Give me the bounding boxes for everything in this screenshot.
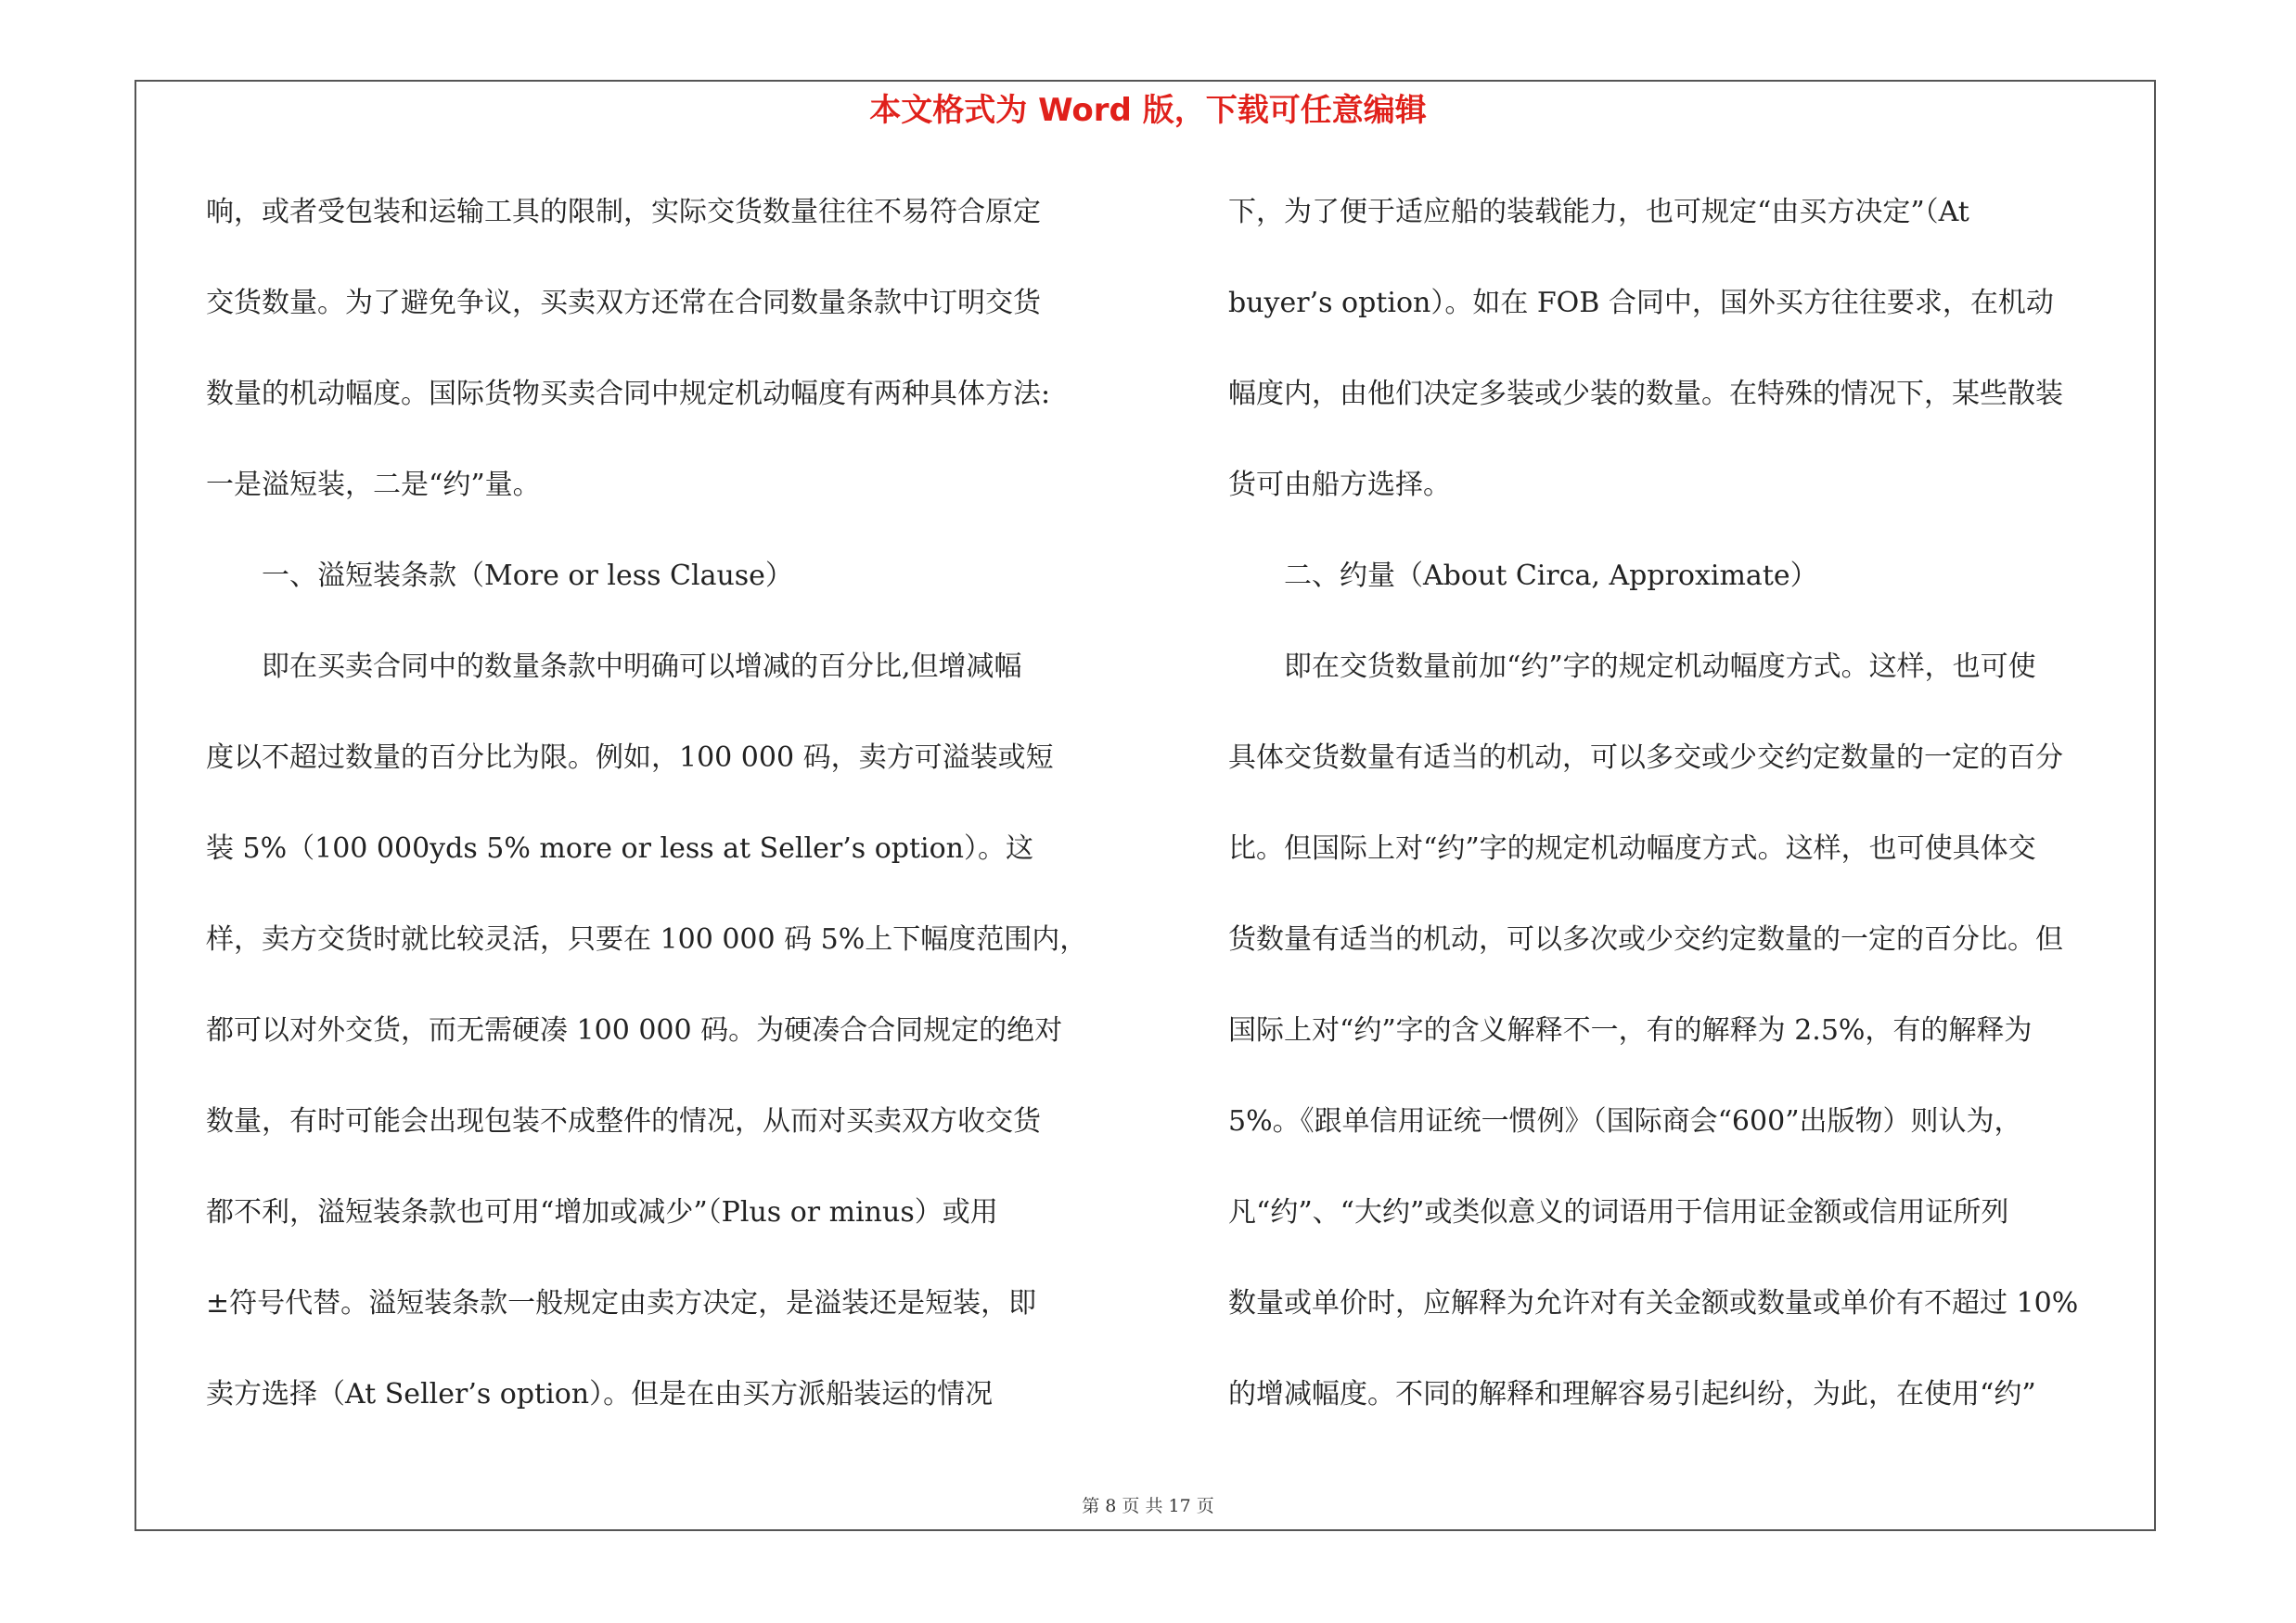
- right-column-line: buyer’s option）。如在 FOB 合同中，国外买方往往要求，在机动: [1228, 287, 2054, 319]
- left-column-line: 一是溢短装，二是“约”量。: [206, 469, 541, 501]
- right-column-line: 幅度内，由他们决定多装或少装的数量。在特殊的情况下，某些散装: [1228, 378, 2063, 410]
- right-column-line: 凡“约”、“大约”或类似意义的词语用于信用证金额或信用证所列: [1228, 1196, 2009, 1229]
- left-column-line: 装 5%（100 000yds 5% more or less at Seller’s option）。这: [206, 832, 1033, 865]
- right-column-line: 即在交货数量前加“约”字的规定机动幅度方式。这样，也可使: [1228, 650, 2036, 683]
- left-column-line: 即在买卖合同中的数量条款中明确可以增减的百分比,但增减幅: [206, 650, 1022, 683]
- right-column-line: 货可由船方选择。: [1228, 469, 1451, 501]
- right-column-line: 5%。《跟单信用证统一惯例》（国际商会“600”出版物）则认为，: [1228, 1105, 2022, 1138]
- left-column-line: 都不利，溢短装条款也可用“增加或减少”（Plus or minus）或用: [206, 1196, 998, 1229]
- right-column-line: 数量或单价时，应解释为允许对有关金额或数量或单价有不超过 10%: [1228, 1287, 2079, 1320]
- left-column-line: 响，或者受包装和运输工具的限制，实际交货数量往往不易符合原定: [206, 196, 1041, 228]
- left-column-line: 数量，有时可能会出现包装不成整件的情况，从而对买卖双方收交货: [206, 1105, 1041, 1138]
- left-column-line: 都可以对外交货，而无需硬凑 100 000 码。为硬凑合合同规定的绝对: [206, 1014, 1063, 1047]
- right-column-line: 具体交货数量有适当的机动，可以多交或少交约定数量的一定的百分: [1228, 741, 2063, 774]
- right-column-line: 货数量有适当的机动，可以多次或少交约定数量的一定的百分比。但: [1228, 923, 2063, 956]
- left-column-line: ±符号代替。溢短装条款一般规定由卖方决定，是溢装还是短装，即: [206, 1287, 1037, 1320]
- left-column-line: 数量的机动幅度。国际货物买卖合同中规定机动幅度有两种具体方法:: [206, 378, 1051, 410]
- right-column-line: 下，为了便于适应船的装载能力，也可规定“由买方决定”（At: [1228, 196, 1969, 228]
- right-column-line: 二、约量（About Circa, Approximate）: [1228, 560, 1818, 592]
- left-column-line: 样，卖方交货时就比较灵活，只要在 100 000 码 5%上下幅度范围内，: [206, 923, 1088, 956]
- left-column-line: 卖方选择（At Seller’s option）。但是在由买方派船装运的情况: [206, 1378, 994, 1410]
- word-format-banner: 本文格式为 Word 版，下载可任意编辑: [869, 92, 1427, 129]
- left-column-line: 交货数量。为了避免争议，买卖双方还常在合同数量条款中订明交货: [206, 287, 1041, 319]
- left-column: [206, 185, 1166, 1458]
- page-number-footer: 第 8 页 共 17 页: [1082, 1496, 1214, 1516]
- right-column-line: 比。但国际上对“约”字的规定机动幅度方式。这样，也可使具体交: [1228, 832, 2036, 865]
- left-column-line: 一、溢短装条款（More or less Clause）: [206, 560, 793, 592]
- left-column-line: 度以不超过数量的百分比为限。例如，100 000 码，卖方可溢装或短: [206, 741, 1054, 774]
- right-column-line: 国际上对“约”字的含义解释不一，有的解释为 2.5%，有的解释为: [1228, 1014, 2033, 1047]
- right-column-line: 的增减幅度。不同的解释和理解容易引起纠纷，为此，在使用“约”: [1228, 1378, 2036, 1410]
- right-column: [1228, 185, 2170, 1458]
